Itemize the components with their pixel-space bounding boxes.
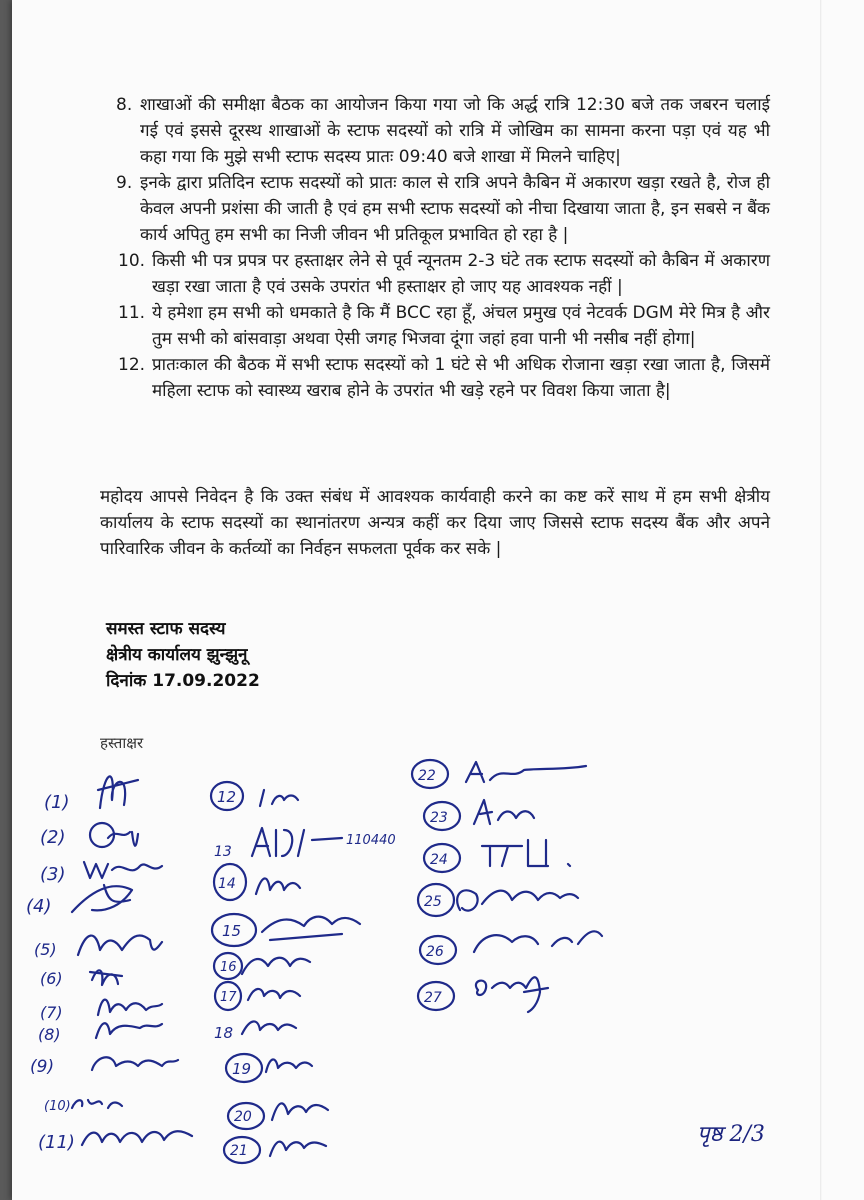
- sig-number: (6): [40, 969, 63, 988]
- sig-number: 18: [214, 1024, 234, 1042]
- signature-26: [420, 931, 602, 964]
- sig-number: (3): [40, 864, 66, 885]
- sig-number: (2): [40, 827, 66, 848]
- closing-staff: समस्त स्टाफ सदस्य: [106, 619, 226, 639]
- signature-21: [224, 1137, 326, 1163]
- sig-number: 14: [218, 876, 236, 892]
- sig-number: (7): [40, 1003, 63, 1022]
- sig-number: 27: [424, 990, 442, 1006]
- item-number: 8.: [116, 95, 133, 115]
- signature-3: [40, 862, 162, 885]
- sig-number: 25: [424, 894, 442, 910]
- item-number: 9.: [116, 173, 133, 193]
- sig-number: 19: [232, 1060, 252, 1078]
- signature-label: हस्ताक्षर: [100, 734, 144, 752]
- item-text: इनके द्वारा प्रतिदिन स्टाफ सदस्यों को प्रातः काल से रात्रि अपने कैबिन में अकारण खड़ा रखते है, रोज ही केवल अपनी प्रशंसा की जाती है एवं हम सभी स्टाफ सदस्यों को नीचा दिखाया जाता है, इन सबसे न बैंक कार्य अपितु हम सभी का निजी जीवन भी प्रतिकूल प्रभावित हो रहा है |: [140, 173, 770, 245]
- page-number: पृष्ठ 2/3: [697, 1122, 765, 1147]
- signature-24: [424, 840, 570, 872]
- signature-22: [412, 760, 586, 788]
- item-text: शाखाओं की समीक्षा बैठक का आयोजन किया गया जो कि अर्द्ध रात्रि 12:30 बजे तक जबरन चलाई गई एवं इससे दूरस्थ शाखाओं के स्टाफ सदस्यों को रात्रि में जोखिम का सामना करना पड़ा एवं यह भी कहा गया कि मुझे सभी स्टाफ सदस्य प्रातः 09:40 बजे शाखा में मिलने चाहिए|: [140, 95, 770, 167]
- handwritten-signatures: [12, 0, 864, 1200]
- sig-number: 21: [230, 1143, 248, 1159]
- item-text: प्रातःकाल की बैठक में सभी स्टाफ सदस्यों को 1 घंटे से भी अधिक रोजाना खड़ा रखा जाता है, जिसमें महिला स्टाफ को स्वास्थ्य खराब होने के उपरांत भी खड़े रहने पर विवश किया जाता है|: [152, 355, 770, 401]
- sig-number: (10): [44, 1099, 71, 1114]
- signature-5: [34, 935, 162, 959]
- signature-14: [214, 864, 300, 900]
- signature-25: [418, 884, 578, 916]
- sig-number: 22: [418, 768, 436, 784]
- signature-1: [44, 776, 138, 813]
- signature-11: [38, 1131, 192, 1153]
- closing-office: क्षेत्रीय कार्यालय झुन्झुनू: [106, 645, 248, 665]
- item-number: 11.: [118, 303, 146, 323]
- signature-13: [214, 828, 396, 860]
- signature-6: [40, 969, 122, 988]
- sig-number: 23: [430, 810, 448, 826]
- sig-number: 13: [214, 844, 232, 860]
- request-paragraph: महोदय आपसे निवेदन है कि उक्त संबंध में आवश्यक कार्यवाही करने का कष्ट करें साथ में हम सभी क्षेत्रीय कार्यालय के स्टाफ सदस्यों का स्थानांतरण अन्यत्र कहीं कर दिया जाए जिससे स्टाफ सदस्य बैंक और अपने पारिवारिक जीवन के कर्तव्यों का निर्वहन सफलता पूर्वक कर सके |: [100, 487, 770, 559]
- sig-number: 20: [234, 1109, 252, 1125]
- item-text: ये हमेशा हम सभी को धमकाते है कि मैं BCC रहा हूँ, अंचल प्रमुख एवं नेटवर्क DGM मेरे मित्र है और तुम सभी को बांसवाड़ा अथवा ऐसी जगह भिजवा दूंगा जहां हवा पानी भी नसीब नहीं होगा|: [152, 303, 770, 349]
- signature-15: [212, 914, 360, 946]
- item-number: 10.: [118, 251, 146, 271]
- sig-number: (1): [44, 792, 70, 813]
- signature-7: [40, 1000, 162, 1022]
- sig-number: (11): [38, 1132, 75, 1153]
- signature-4: [26, 885, 132, 917]
- sig-number: (9): [30, 1057, 55, 1077]
- signature-20: [228, 1103, 328, 1129]
- sig-number: 15: [222, 922, 242, 940]
- signature-19: [226, 1054, 312, 1082]
- sig-number: 26: [426, 944, 444, 960]
- sig-number: (5): [34, 940, 57, 959]
- signature-16: [214, 953, 310, 979]
- item-number: 12.: [118, 355, 146, 375]
- closing-date: दिनांक 17.09.2022: [106, 671, 260, 691]
- signature-12: [211, 782, 298, 810]
- signature-9: [30, 1057, 178, 1077]
- signature-8: [38, 1023, 162, 1044]
- sig-number: 12: [217, 788, 237, 806]
- letter-page: [12, 0, 864, 1200]
- sig-number: 17: [220, 990, 237, 1005]
- svg-text:110440: 110440: [346, 833, 396, 848]
- signature-27: [418, 977, 548, 1012]
- item-text: किसी भी पत्र प्रपत्र पर हस्ताक्षर लेने से पूर्व न्यूनतम 2-3 घंटे तक स्टाफ सदस्यों को कैबिन में अकारण खड़ा रखा जाता है एवं उसके उपरांत भी हस्ताक्षर हो जाए यह आवश्यक नहीं |: [152, 251, 770, 297]
- signature-2: [40, 823, 138, 848]
- sig-number: (4): [26, 896, 52, 917]
- signature-10: [44, 1099, 122, 1114]
- sig-number: 24: [430, 852, 448, 868]
- signature-17: [215, 982, 300, 1010]
- sig-number: 16: [220, 960, 237, 975]
- signature-18: [214, 1021, 296, 1042]
- signature-23: [424, 800, 534, 830]
- sig-number: (8): [38, 1025, 61, 1044]
